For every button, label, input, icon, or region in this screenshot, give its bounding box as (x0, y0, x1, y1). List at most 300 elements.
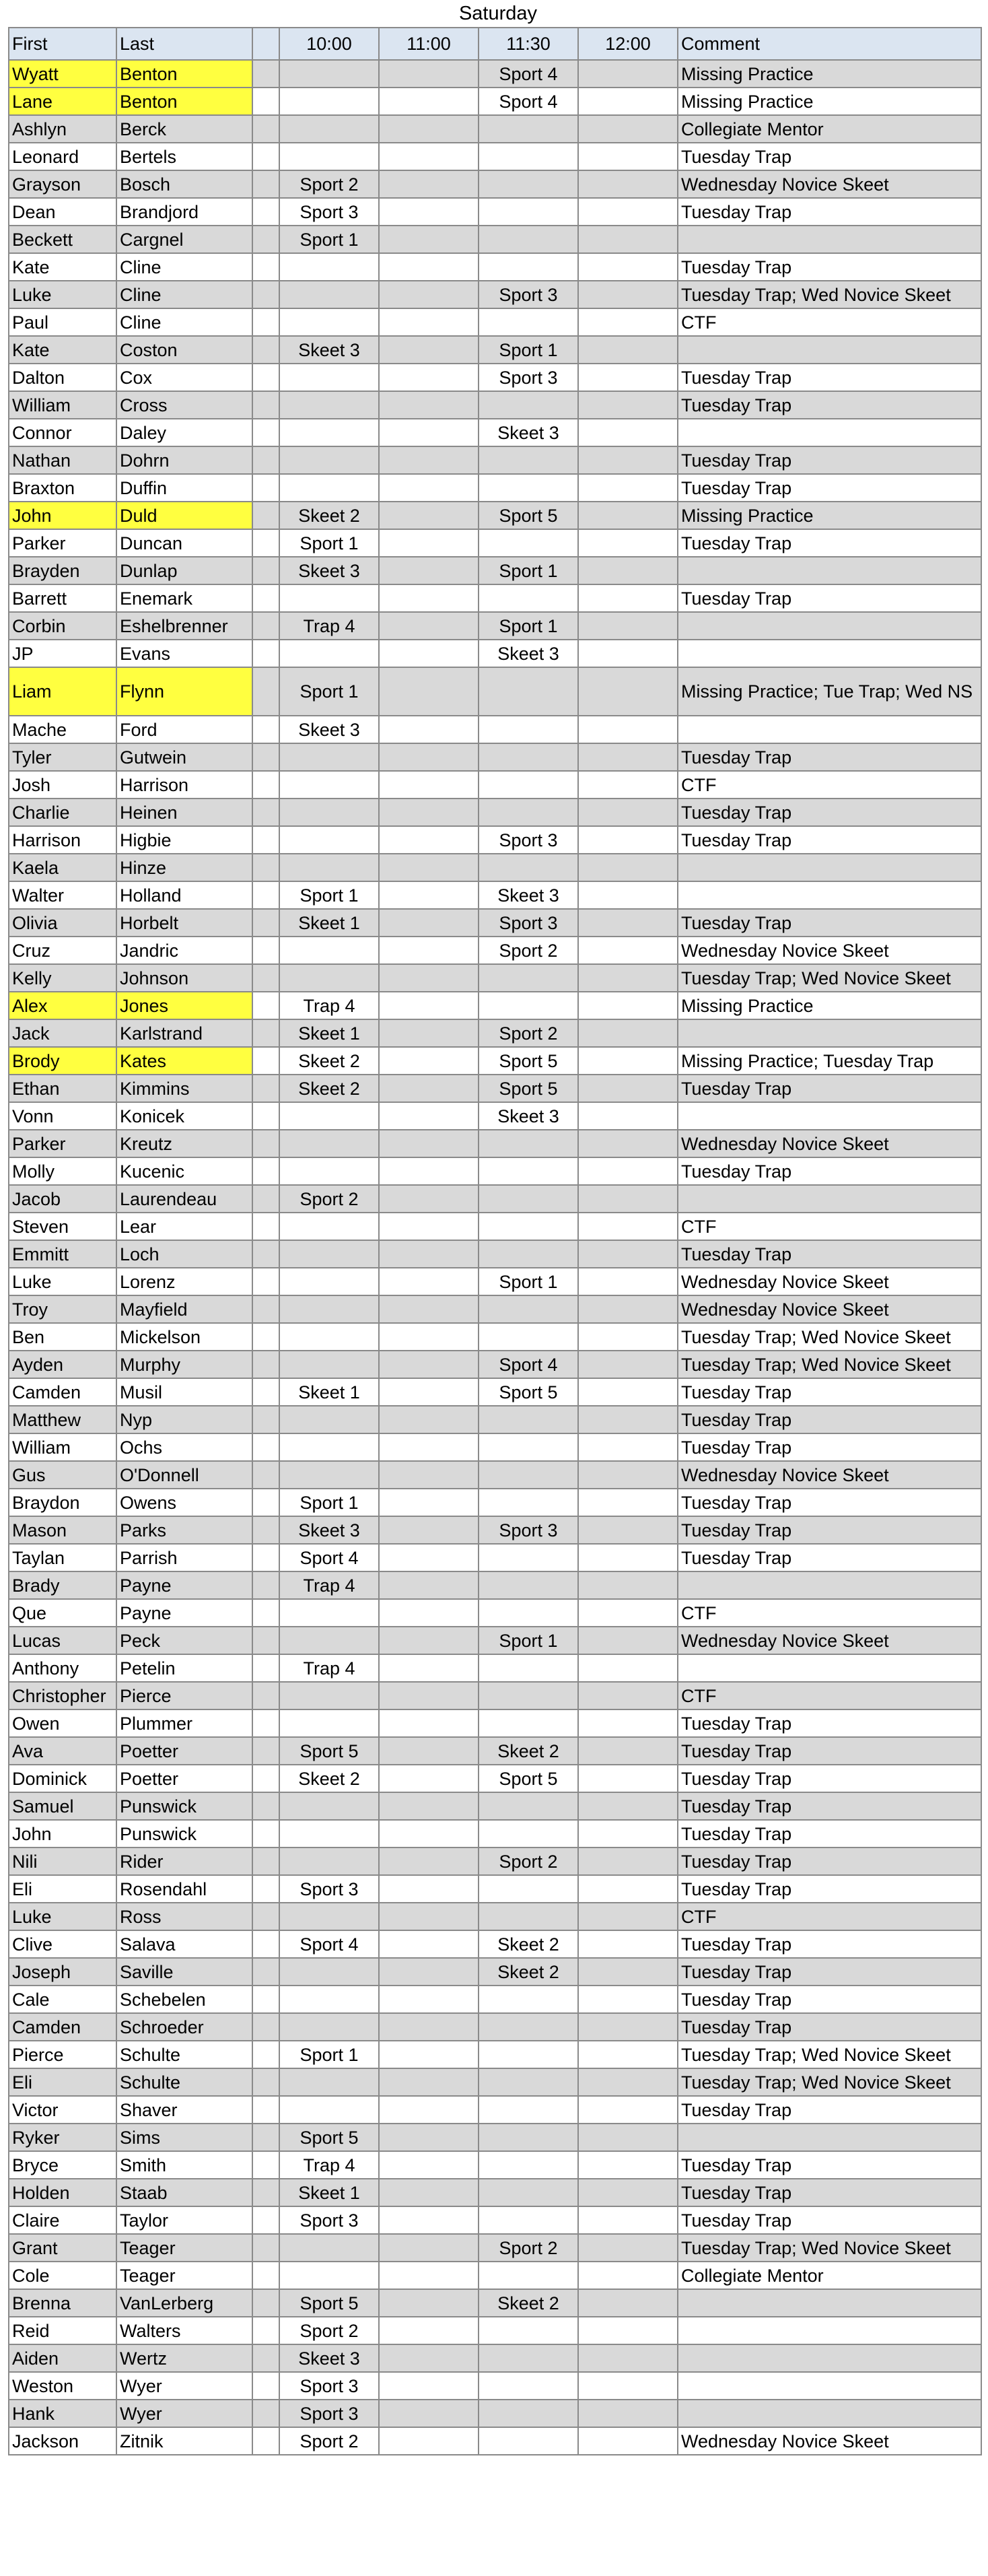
cell-11-30[interactable] (479, 2206, 578, 2234)
cell-comment[interactable]: Collegiate Mentor (678, 115, 981, 143)
cell-comment[interactable] (678, 1571, 981, 1599)
cell-first[interactable]: Brody (9, 1047, 116, 1075)
cell-first[interactable]: Pierce (9, 2041, 116, 2068)
cell-11-30[interactable] (479, 1433, 578, 1461)
cell-10-00[interactable]: Sport 3 (279, 2372, 379, 2400)
cell-comment[interactable]: Missing Practice; Tue Trap; Wed NS (678, 667, 981, 716)
cell-first[interactable]: Luke (9, 1903, 116, 1930)
cell-comment[interactable]: Wednesday Novice Skeet (678, 1130, 981, 1157)
cell-comment[interactable]: Tuesday Trap (678, 1378, 981, 1406)
cell-last[interactable]: Daley (116, 419, 252, 446)
cell-first[interactable]: Ayden (9, 1351, 116, 1378)
cell-first[interactable]: Ethan (9, 1075, 116, 1102)
cell-first[interactable]: Olivia (9, 909, 116, 937)
cell-10-00[interactable] (279, 1406, 379, 1433)
cell-11-30[interactable] (479, 1544, 578, 1571)
cell-first[interactable]: William (9, 1433, 116, 1461)
cell-11-30[interactable]: Sport 1 (479, 1627, 578, 1654)
header-first[interactable]: First (9, 28, 116, 60)
cell-10-00[interactable] (279, 253, 379, 281)
cell-11-30[interactable]: Sport 4 (479, 60, 578, 88)
cell-first[interactable]: Corbin (9, 612, 116, 640)
cell-last[interactable]: Poetter (116, 1765, 252, 1792)
cell-comment[interactable] (678, 1654, 981, 1682)
cell-11-30[interactable] (479, 2317, 578, 2344)
cell-11-00[interactable] (379, 2068, 479, 2096)
cell-comment[interactable]: CTF (678, 771, 981, 799)
cell-last[interactable]: Coston (116, 336, 252, 364)
cell-blank[interactable] (252, 1130, 279, 1157)
cell-first[interactable]: Owen (9, 1709, 116, 1737)
cell-first[interactable]: Hank (9, 2400, 116, 2427)
cell-11-30[interactable] (479, 2262, 578, 2289)
cell-10-00[interactable]: Trap 4 (279, 612, 379, 640)
cell-comment[interactable]: Tuesday Trap (678, 391, 981, 419)
cell-11-30[interactable] (479, 2179, 578, 2206)
cell-12-00[interactable] (578, 88, 678, 115)
cell-first[interactable]: Braxton (9, 474, 116, 502)
header-comment[interactable]: Comment (678, 28, 981, 60)
cell-first[interactable]: Samuel (9, 1792, 116, 1820)
cell-blank[interactable] (252, 2234, 279, 2262)
cell-last[interactable]: Wyer (116, 2400, 252, 2427)
cell-comment[interactable] (678, 881, 981, 909)
cell-11-30[interactable] (479, 1903, 578, 1930)
cell-blank[interactable] (252, 909, 279, 937)
cell-10-00[interactable] (279, 1986, 379, 2013)
cell-comment[interactable]: Tuesday Trap (678, 2206, 981, 2234)
cell-10-00[interactable]: Sport 1 (279, 529, 379, 557)
cell-last[interactable]: Ross (116, 1903, 252, 1930)
cell-10-00[interactable] (279, 1213, 379, 1240)
cell-10-00[interactable] (279, 2013, 379, 2041)
cell-11-00[interactable] (379, 826, 479, 854)
cell-last[interactable]: Johnson (116, 964, 252, 992)
header-12-00[interactable]: 12:00 (578, 28, 678, 60)
cell-blank[interactable] (252, 1599, 279, 1627)
cell-blank[interactable] (252, 2262, 279, 2289)
cell-11-00[interactable] (379, 1461, 479, 1489)
cell-10-00[interactable]: Skeet 1 (279, 1378, 379, 1406)
cell-12-00[interactable] (578, 2344, 678, 2372)
cell-12-00[interactable] (578, 640, 678, 667)
cell-comment[interactable]: Missing Practice; Tuesday Trap (678, 1047, 981, 1075)
cell-comment[interactable] (678, 854, 981, 881)
cell-11-30[interactable]: Skeet 2 (479, 1737, 578, 1765)
cell-11-00[interactable] (379, 226, 479, 253)
cell-11-00[interactable] (379, 1599, 479, 1627)
cell-11-30[interactable] (479, 115, 578, 143)
cell-10-00[interactable] (279, 391, 379, 419)
cell-blank[interactable] (252, 1268, 279, 1295)
cell-11-30[interactable] (479, 1709, 578, 1737)
cell-first[interactable]: Cole (9, 2262, 116, 2289)
cell-blank[interactable] (252, 1406, 279, 1433)
cell-last[interactable]: Flynn (116, 667, 252, 716)
cell-11-30[interactable]: Skeet 3 (479, 1102, 578, 1130)
cell-12-00[interactable] (578, 1406, 678, 1433)
cell-10-00[interactable]: Sport 5 (279, 2124, 379, 2151)
cell-12-00[interactable] (578, 253, 678, 281)
cell-first[interactable]: Joseph (9, 1958, 116, 1986)
cell-10-00[interactable]: Skeet 1 (279, 909, 379, 937)
cell-12-00[interactable] (578, 826, 678, 854)
cell-last[interactable]: VanLerberg (116, 2289, 252, 2317)
cell-blank[interactable] (252, 2289, 279, 2317)
cell-blank[interactable] (252, 143, 279, 170)
cell-11-30[interactable]: Sport 3 (479, 281, 578, 308)
cell-12-00[interactable] (578, 1019, 678, 1047)
cell-11-30[interactable] (479, 1406, 578, 1433)
cell-last[interactable]: Kates (116, 1047, 252, 1075)
cell-11-00[interactable] (379, 964, 479, 992)
cell-blank[interactable] (252, 743, 279, 771)
cell-11-00[interactable] (379, 1737, 479, 1765)
cell-blank[interactable] (252, 253, 279, 281)
cell-11-00[interactable] (379, 1544, 479, 1571)
cell-11-00[interactable] (379, 170, 479, 198)
cell-11-30[interactable] (479, 1130, 578, 1157)
cell-last[interactable]: O'Donnell (116, 1461, 252, 1489)
cell-first[interactable]: Ashlyn (9, 115, 116, 143)
cell-comment[interactable]: Tuesday Trap (678, 1792, 981, 1820)
cell-first[interactable]: Wyatt (9, 60, 116, 88)
cell-11-30[interactable] (479, 964, 578, 992)
cell-last[interactable]: Parks (116, 1516, 252, 1544)
cell-11-30[interactable] (479, 1295, 578, 1323)
cell-blank[interactable] (252, 502, 279, 529)
cell-comment[interactable]: Tuesday Trap (678, 1765, 981, 1792)
cell-11-30[interactable] (479, 1240, 578, 1268)
cell-comment[interactable] (678, 1102, 981, 1130)
cell-comment[interactable]: Wednesday Novice Skeet (678, 1461, 981, 1489)
cell-comment[interactable]: Tuesday Trap (678, 1875, 981, 1903)
cell-last[interactable]: Murphy (116, 1351, 252, 1378)
cell-12-00[interactable] (578, 308, 678, 336)
cell-first[interactable]: Cruz (9, 937, 116, 964)
cell-first[interactable]: Bryce (9, 2151, 116, 2179)
cell-11-30[interactable] (479, 854, 578, 881)
cell-10-00[interactable] (279, 88, 379, 115)
cell-12-00[interactable] (578, 2179, 678, 2206)
cell-11-30[interactable] (479, 1323, 578, 1351)
cell-first[interactable]: Que (9, 1599, 116, 1627)
cell-blank[interactable] (252, 716, 279, 743)
cell-10-00[interactable] (279, 2096, 379, 2124)
cell-first[interactable]: Matthew (9, 1406, 116, 1433)
cell-11-30[interactable] (479, 743, 578, 771)
cell-11-00[interactable] (379, 640, 479, 667)
cell-comment[interactable]: Tuesday Trap (678, 1820, 981, 1848)
cell-last[interactable]: Jandric (116, 937, 252, 964)
cell-11-00[interactable] (379, 1627, 479, 1654)
cell-blank[interactable] (252, 115, 279, 143)
cell-12-00[interactable] (578, 1102, 678, 1130)
cell-11-00[interactable] (379, 308, 479, 336)
cell-blank[interactable] (252, 667, 279, 716)
cell-blank[interactable] (252, 992, 279, 1019)
cell-11-30[interactable]: Skeet 2 (479, 2289, 578, 2317)
cell-comment[interactable]: Tuesday Trap (678, 1930, 981, 1958)
cell-11-00[interactable] (379, 474, 479, 502)
cell-11-00[interactable] (379, 88, 479, 115)
cell-first[interactable]: Dean (9, 198, 116, 226)
cell-11-00[interactable] (379, 1019, 479, 1047)
cell-12-00[interactable] (578, 502, 678, 529)
cell-11-00[interactable] (379, 1157, 479, 1185)
cell-blank[interactable] (252, 281, 279, 308)
cell-comment[interactable]: Tuesday Trap (678, 1958, 981, 1986)
cell-last[interactable]: Schulte (116, 2068, 252, 2096)
cell-10-00[interactable] (279, 1682, 379, 1709)
cell-12-00[interactable] (578, 60, 678, 88)
cell-11-00[interactable] (379, 2400, 479, 2427)
cell-11-00[interactable] (379, 1875, 479, 1903)
cell-blank[interactable] (252, 391, 279, 419)
cell-comment[interactable] (678, 716, 981, 743)
header-blank[interactable] (252, 28, 279, 60)
cell-12-00[interactable] (578, 2124, 678, 2151)
cell-first[interactable]: Steven (9, 1213, 116, 1240)
cell-10-00[interactable]: Sport 3 (279, 2400, 379, 2427)
cell-11-00[interactable] (379, 1654, 479, 1682)
cell-blank[interactable] (252, 1516, 279, 1544)
cell-10-00[interactable] (279, 1627, 379, 1654)
cell-12-00[interactable] (578, 1875, 678, 1903)
cell-blank[interactable] (252, 1820, 279, 1848)
cell-12-00[interactable] (578, 1130, 678, 1157)
cell-comment[interactable]: Tuesday Trap (678, 1433, 981, 1461)
cell-last[interactable]: Cross (116, 391, 252, 419)
cell-blank[interactable] (252, 1240, 279, 1268)
cell-comment[interactable]: Tuesday Trap (678, 2179, 981, 2206)
cell-11-30[interactable] (479, 2151, 578, 2179)
cell-first[interactable]: Dalton (9, 364, 116, 391)
cell-comment[interactable]: Tuesday Trap (678, 2096, 981, 2124)
cell-11-00[interactable] (379, 1433, 479, 1461)
cell-comment[interactable]: Tuesday Trap (678, 364, 981, 391)
cell-first[interactable]: Charlie (9, 799, 116, 826)
cell-10-00[interactable]: Sport 4 (279, 1544, 379, 1571)
cell-comment[interactable]: Tuesday Trap; Wed Novice Skeet (678, 1323, 981, 1351)
cell-blank[interactable] (252, 1295, 279, 1323)
cell-11-00[interactable] (379, 2427, 479, 2455)
cell-11-30[interactable] (479, 1682, 578, 1709)
cell-11-00[interactable] (379, 446, 479, 474)
cell-last[interactable]: Cargnel (116, 226, 252, 253)
cell-blank[interactable] (252, 2179, 279, 2206)
cell-comment[interactable]: CTF (678, 1903, 981, 1930)
cell-11-00[interactable] (379, 992, 479, 1019)
cell-10-00[interactable] (279, 964, 379, 992)
cell-11-00[interactable] (379, 1213, 479, 1240)
cell-last[interactable]: Bertels (116, 143, 252, 170)
cell-blank[interactable] (252, 1848, 279, 1875)
cell-blank[interactable] (252, 1102, 279, 1130)
cell-11-30[interactable]: Sport 2 (479, 1019, 578, 1047)
cell-first[interactable]: Grant (9, 2234, 116, 2262)
cell-blank[interactable] (252, 198, 279, 226)
cell-11-00[interactable] (379, 198, 479, 226)
cell-blank[interactable] (252, 1019, 279, 1047)
cell-last[interactable]: Jones (116, 992, 252, 1019)
cell-11-00[interactable] (379, 1378, 479, 1406)
cell-last[interactable]: Duncan (116, 529, 252, 557)
cell-12-00[interactable] (578, 2096, 678, 2124)
cell-first[interactable]: JP (9, 640, 116, 667)
cell-10-00[interactable] (279, 1157, 379, 1185)
cell-11-00[interactable] (379, 1848, 479, 1875)
cell-11-30[interactable]: Skeet 3 (479, 881, 578, 909)
cell-comment[interactable]: Tuesday Trap (678, 1157, 981, 1185)
cell-11-00[interactable] (379, 1903, 479, 1930)
cell-12-00[interactable] (578, 881, 678, 909)
cell-11-00[interactable] (379, 1820, 479, 1848)
cell-11-00[interactable] (379, 1986, 479, 2013)
cell-comment[interactable]: Tuesday Trap (678, 143, 981, 170)
cell-12-00[interactable] (578, 1820, 678, 1848)
cell-10-00[interactable]: Skeet 1 (279, 2179, 379, 2206)
cell-last[interactable]: Cline (116, 253, 252, 281)
cell-first[interactable]: Lane (9, 88, 116, 115)
cell-12-00[interactable] (578, 2372, 678, 2400)
cell-first[interactable]: Holden (9, 2179, 116, 2206)
cell-11-30[interactable] (479, 1571, 578, 1599)
cell-10-00[interactable] (279, 419, 379, 446)
cell-12-00[interactable] (578, 1378, 678, 1406)
cell-blank[interactable] (252, 771, 279, 799)
cell-12-00[interactable] (578, 2013, 678, 2041)
cell-11-00[interactable] (379, 1102, 479, 1130)
cell-11-30[interactable] (479, 1157, 578, 1185)
cell-10-00[interactable] (279, 1351, 379, 1378)
cell-comment[interactable] (678, 226, 981, 253)
cell-last[interactable]: Horbelt (116, 909, 252, 937)
cell-10-00[interactable] (279, 1268, 379, 1295)
cell-12-00[interactable] (578, 529, 678, 557)
cell-blank[interactable] (252, 1627, 279, 1654)
cell-11-00[interactable] (379, 716, 479, 743)
cell-11-30[interactable] (479, 584, 578, 612)
cell-10-00[interactable] (279, 1240, 379, 1268)
cell-11-30[interactable] (479, 2041, 578, 2068)
cell-10-00[interactable]: Sport 5 (279, 1737, 379, 1765)
cell-10-00[interactable] (279, 2234, 379, 2262)
cell-comment[interactable] (678, 640, 981, 667)
cell-12-00[interactable] (578, 964, 678, 992)
cell-comment[interactable]: Tuesday Trap (678, 2013, 981, 2041)
cell-blank[interactable] (252, 60, 279, 88)
cell-11-30[interactable] (479, 2372, 578, 2400)
cell-11-00[interactable] (379, 557, 479, 584)
cell-12-00[interactable] (578, 854, 678, 881)
cell-10-00[interactable] (279, 143, 379, 170)
cell-10-00[interactable] (279, 1323, 379, 1351)
cell-first[interactable]: Jackson (9, 2427, 116, 2455)
cell-first[interactable]: Anthony (9, 1654, 116, 1682)
cell-10-00[interactable]: Trap 4 (279, 1654, 379, 1682)
cell-last[interactable]: Bosch (116, 170, 252, 198)
cell-comment[interactable]: Tuesday Trap (678, 1848, 981, 1875)
cell-first[interactable]: Christopher (9, 1682, 116, 1709)
cell-blank[interactable] (252, 1792, 279, 1820)
cell-12-00[interactable] (578, 474, 678, 502)
cell-11-00[interactable] (379, 612, 479, 640)
cell-first[interactable]: Leonard (9, 143, 116, 170)
cell-last[interactable]: Brandjord (116, 198, 252, 226)
cell-comment[interactable] (678, 1019, 981, 1047)
cell-comment[interactable]: Tuesday Trap (678, 198, 981, 226)
cell-10-00[interactable]: Sport 1 (279, 226, 379, 253)
cell-11-30[interactable] (479, 170, 578, 198)
cell-last[interactable]: Poetter (116, 1737, 252, 1765)
cell-12-00[interactable] (578, 667, 678, 716)
cell-last[interactable]: Payne (116, 1599, 252, 1627)
cell-last[interactable]: Lorenz (116, 1268, 252, 1295)
cell-12-00[interactable] (578, 992, 678, 1019)
cell-12-00[interactable] (578, 1047, 678, 1075)
cell-11-30[interactable] (479, 1213, 578, 1240)
cell-comment[interactable] (678, 612, 981, 640)
cell-11-30[interactable] (479, 667, 578, 716)
cell-blank[interactable] (252, 1654, 279, 1682)
cell-11-00[interactable] (379, 2344, 479, 2372)
cell-11-30[interactable] (479, 1792, 578, 1820)
cell-11-00[interactable] (379, 2262, 479, 2289)
cell-12-00[interactable] (578, 1075, 678, 1102)
cell-11-00[interactable] (379, 667, 479, 716)
cell-11-00[interactable] (379, 1323, 479, 1351)
cell-comment[interactable]: Wednesday Novice Skeet (678, 937, 981, 964)
cell-11-30[interactable] (479, 799, 578, 826)
cell-blank[interactable] (252, 419, 279, 446)
cell-comment[interactable]: CTF (678, 1682, 981, 1709)
cell-blank[interactable] (252, 1378, 279, 1406)
cell-12-00[interactable] (578, 170, 678, 198)
cell-11-30[interactable] (479, 446, 578, 474)
cell-blank[interactable] (252, 799, 279, 826)
cell-comment[interactable]: Missing Practice (678, 60, 981, 88)
cell-12-00[interactable] (578, 1295, 678, 1323)
cell-last[interactable]: Punswick (116, 1792, 252, 1820)
cell-11-30[interactable]: Sport 3 (479, 364, 578, 391)
cell-11-30[interactable] (479, 716, 578, 743)
cell-12-00[interactable] (578, 1682, 678, 1709)
header-10-00[interactable]: 10:00 (279, 28, 379, 60)
cell-blank[interactable] (252, 2372, 279, 2400)
cell-blank[interactable] (252, 2427, 279, 2455)
cell-12-00[interactable] (578, 937, 678, 964)
cell-first[interactable]: Nili (9, 1848, 116, 1875)
cell-11-30[interactable]: Skeet 2 (479, 1930, 578, 1958)
cell-last[interactable]: Zitnik (116, 2427, 252, 2455)
cell-11-00[interactable] (379, 1958, 479, 1986)
cell-blank[interactable] (252, 2400, 279, 2427)
cell-10-00[interactable] (279, 1599, 379, 1627)
header-last[interactable]: Last (116, 28, 252, 60)
cell-last[interactable]: Sims (116, 2124, 252, 2151)
cell-10-00[interactable]: Skeet 1 (279, 1019, 379, 1047)
cell-comment[interactable] (678, 2124, 981, 2151)
cell-12-00[interactable] (578, 143, 678, 170)
cell-11-30[interactable] (479, 771, 578, 799)
cell-10-00[interactable]: Skeet 3 (279, 2344, 379, 2372)
cell-11-30[interactable]: Sport 3 (479, 909, 578, 937)
cell-12-00[interactable] (578, 909, 678, 937)
cell-blank[interactable] (252, 1709, 279, 1737)
cell-12-00[interactable] (578, 336, 678, 364)
cell-11-00[interactable] (379, 1130, 479, 1157)
